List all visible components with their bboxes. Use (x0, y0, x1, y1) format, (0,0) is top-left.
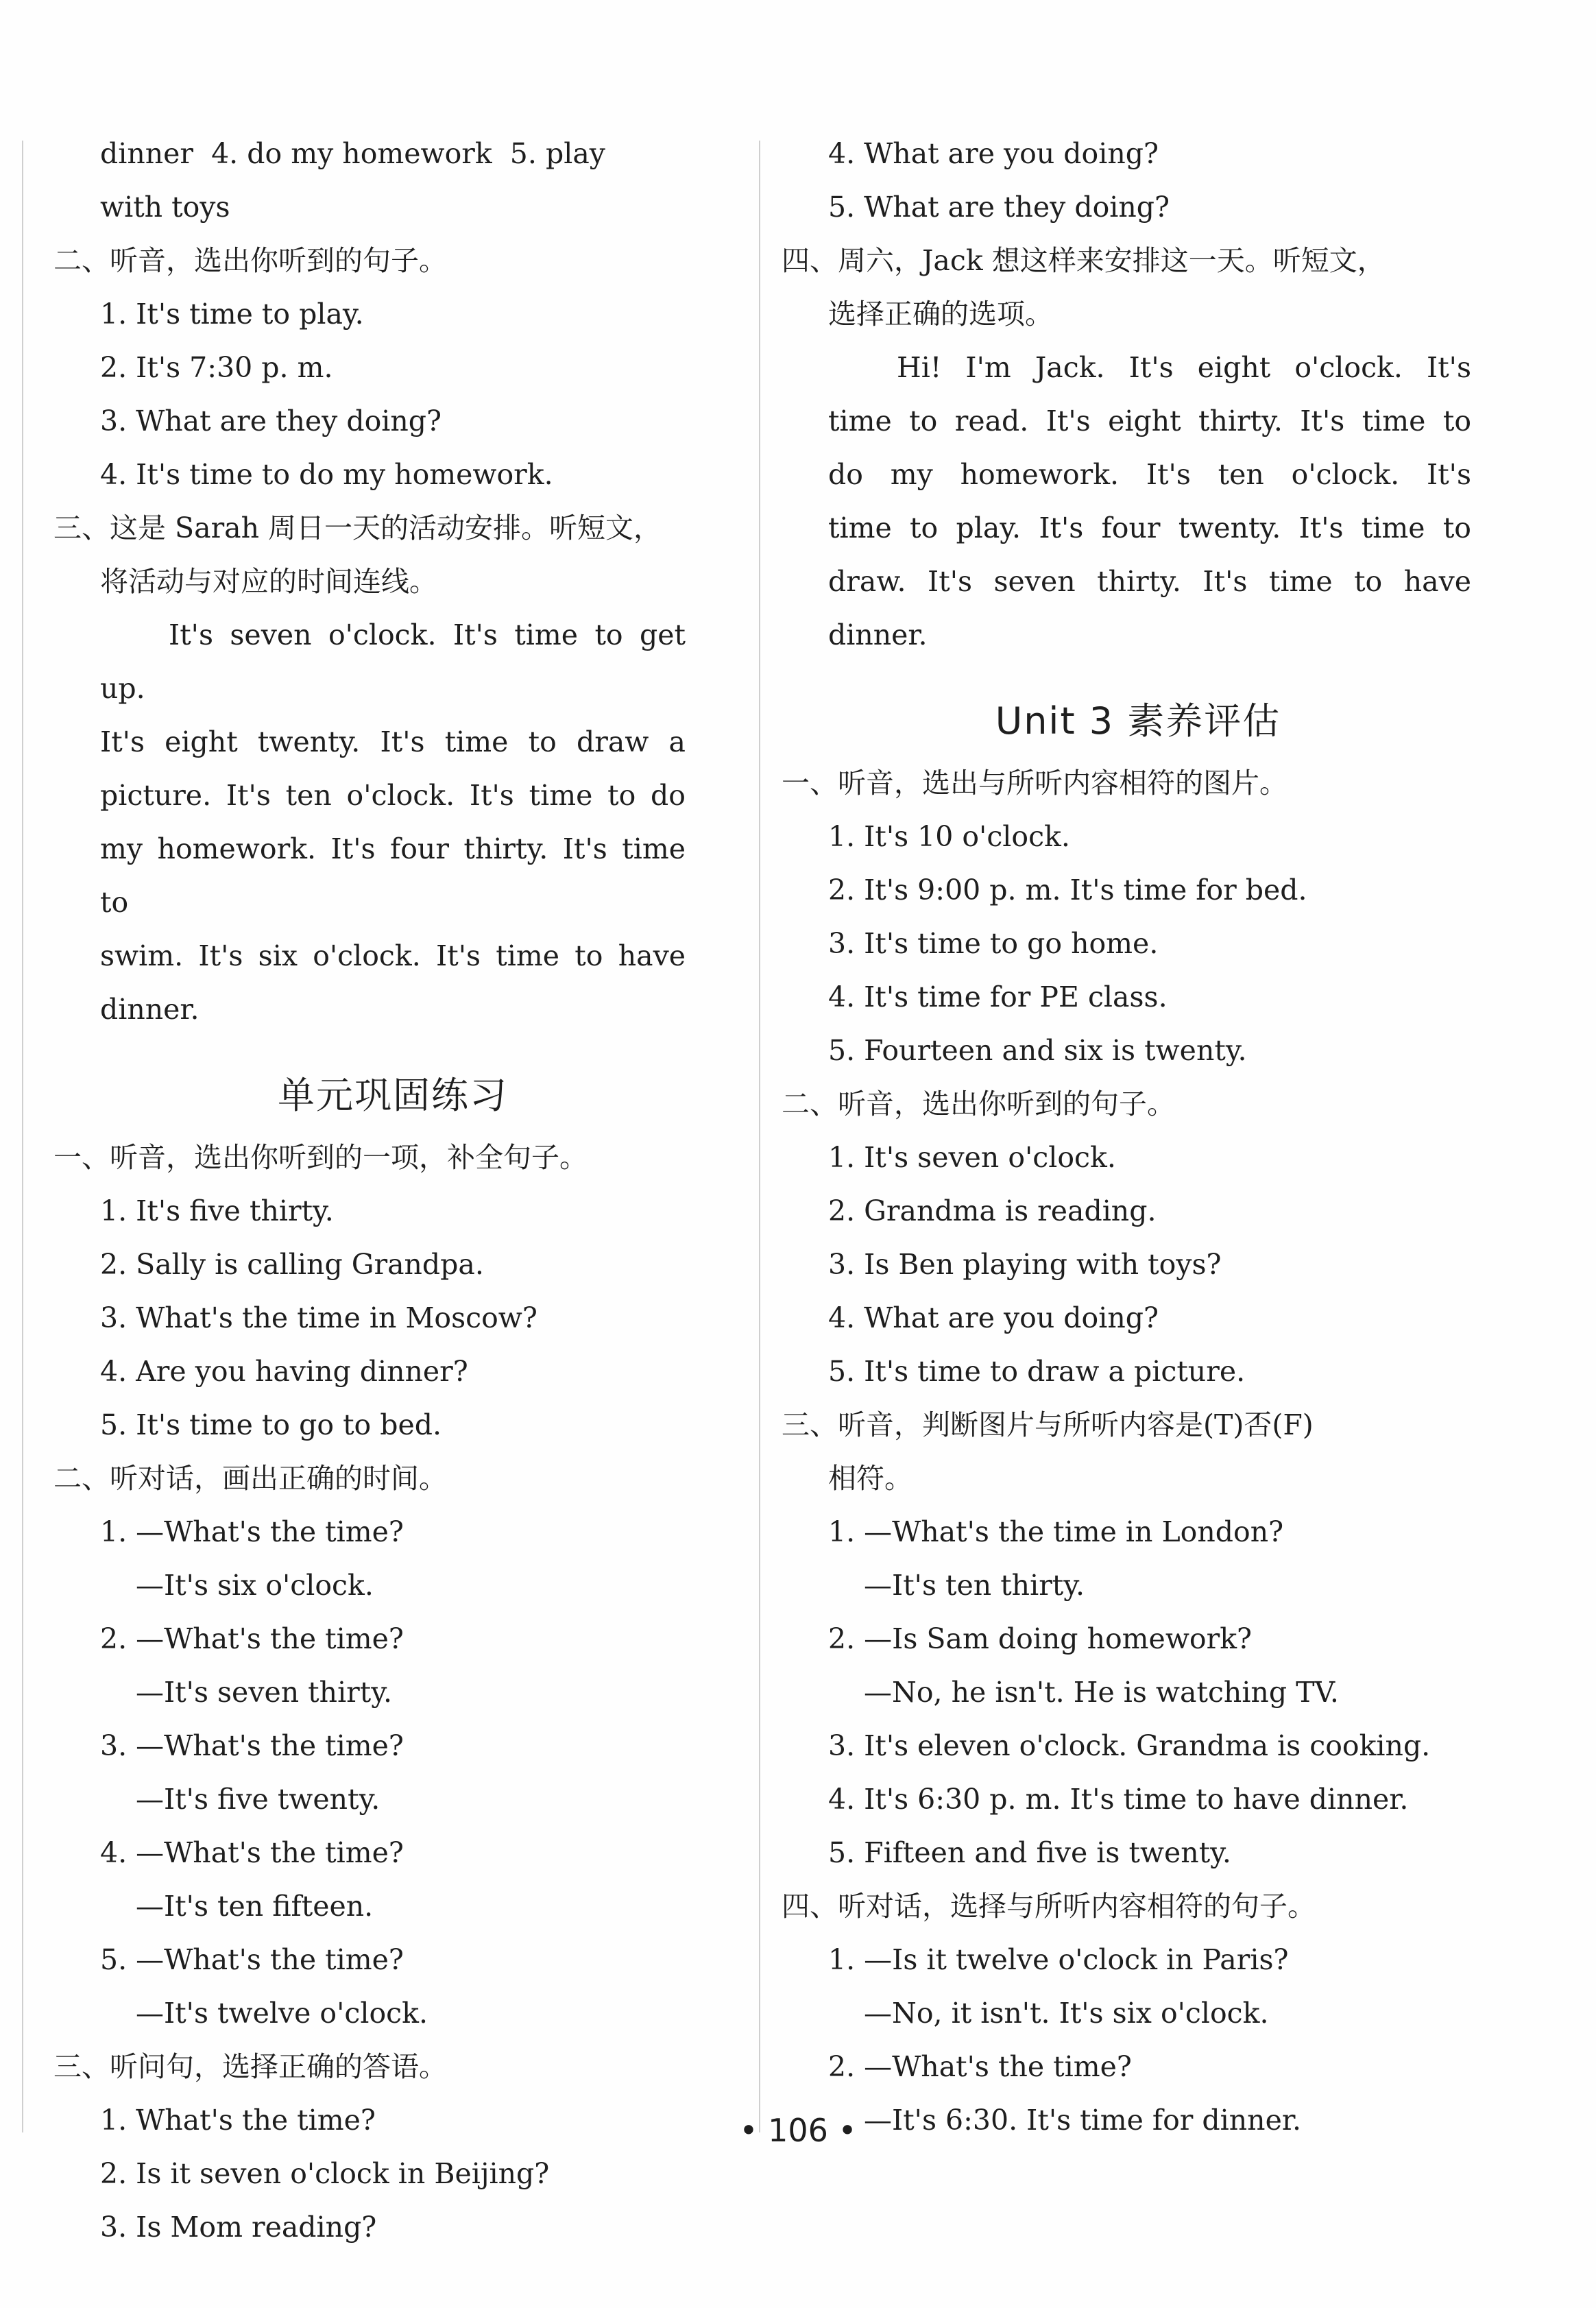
section-heading: Unit 3 素养评估 (995, 699, 1281, 743)
list-item: 4. Are you having dinner? (100, 1355, 468, 1388)
passage-line: swim. It's six o'clock. It's time to have (100, 939, 686, 972)
dialogue-question: 2. —What's the time? (828, 2050, 1132, 2083)
list-item: 4. It's time for PE class. (828, 981, 1168, 1013)
section-title: 三、听问句，选择正确的答语。 (53, 2050, 447, 2083)
section-title: 二、听音，选出你听到的句子。 (782, 1087, 1175, 1120)
passage-line: It's seven o'clock. It's time to get up. (100, 618, 686, 705)
list-item: 1. It's five thirty. (100, 1194, 334, 1227)
left-margin-rule (22, 141, 23, 2132)
dialogue-question: 1. —What's the time? (100, 1515, 404, 1548)
passage-line: time to play. It's four twenty. It's time to (828, 512, 1471, 544)
right-column (782, 127, 1481, 2147)
section-title-cont: 相符。 (828, 1462, 912, 1495)
text-line: with toys (100, 191, 230, 224)
dialogue-answer: —No, it isn't. It's six o'clock. (864, 1997, 1269, 2030)
left-column (53, 127, 732, 2254)
dialogue-question: 1. —What's the time in London? (828, 1515, 1284, 1548)
list-item: 3. Is Ben playing with toys? (828, 1248, 1222, 1281)
list-item: 3. It's time to go home. (828, 927, 1159, 960)
dialogue-answer: —It's ten fifteen. (136, 1890, 374, 1923)
dialogue-answer: —It's five twenty. (136, 1783, 380, 1816)
list-item: 3. What are they doing? (100, 405, 442, 437)
passage-line: draw. It's seven thirty. It's time to have (828, 565, 1471, 598)
list-item: 5. What are they doing? (828, 191, 1170, 224)
list-item: 4. It's 6:30 p. m. It's time to have dinner. (828, 1783, 1409, 1816)
dialogue-question: 3. —What's the time? (100, 1729, 404, 1762)
list-item: 5. Fourteen and six is twenty. (828, 1034, 1247, 1067)
list-item: 2. It's 7:30 p. m. (100, 351, 333, 384)
passage-line: do my homework. It's ten o'clock. It's (828, 458, 1471, 491)
list-item: 5. Fifteen and five is twenty. (828, 1836, 1231, 1869)
text-line: dinner 4. do my homework 5. play (100, 137, 605, 170)
passage-line: dinner. (828, 618, 928, 651)
list-item: 1. What's the time? (100, 2104, 376, 2137)
dialogue-question: 5. —What's the time? (100, 1943, 404, 1976)
list-item: 1. It's seven o'clock. (828, 1141, 1116, 1174)
dialogue-question: 4. —What's the time? (100, 1836, 404, 1869)
dialogue-answer: —It's twelve o'clock. (136, 1997, 428, 2030)
section-title: 二、听对话，画出正确的时间。 (53, 1462, 447, 1495)
list-item: 3. What's the time in Moscow? (100, 1301, 537, 1334)
passage-line: picture. It's ten o'clock. It's time to do (100, 779, 686, 812)
list-item: 2. Grandma is reading. (828, 1194, 1157, 1227)
list-item: 5. It's time to go to bed. (100, 1408, 442, 1441)
list-item: 1. It's 10 o'clock. (828, 820, 1070, 853)
passage-line: It's eight twenty. It's time to draw a (100, 725, 686, 758)
section-title-cont: 将活动与对应的时间连线。 (100, 565, 437, 598)
dialogue-question: 2. —Is Sam doing homework? (828, 1622, 1253, 1655)
dialogue-answer: —It's 6:30. It's time for dinner. (864, 2104, 1301, 2137)
page-number: • 106 • (739, 2112, 857, 2149)
passage-line: dinner. (100, 993, 200, 1026)
list-item: 4. What are you doing? (828, 1301, 1159, 1334)
section-title-cont: 选择正确的选项。 (828, 298, 1053, 330)
passage-line: Hi! I'm Jack. It's eight o'clock. It's (897, 351, 1471, 384)
section-title: 一、听音，选出你听到的一项，补全句子。 (53, 1141, 588, 1174)
section-title: 三、听音，判断图片与所听内容是(T)否(F) (782, 1408, 1314, 1441)
passage-line: time to read. It's eight thirty. It's time to (828, 405, 1471, 437)
list-item: 5. It's time to draw a picture. (828, 1355, 1246, 1388)
section-title: 四、听对话，选择与所听内容相符的句子。 (782, 1890, 1316, 1923)
section-title: 三、这是 Sarah 周日一天的活动安排。听短文， (53, 512, 662, 544)
dialogue-question: 1. —Is it twelve o'clock in Paris? (828, 1943, 1289, 1976)
section-title: 一、听音，选出与所听内容相符的图片。 (782, 767, 1287, 800)
list-item: 2. It's 9:00 p. m. It's time for bed. (828, 874, 1307, 906)
list-item: 4. It's time to do my homework. (100, 458, 553, 491)
section-title: 二、听音，选出你听到的句子。 (53, 244, 447, 277)
column-divider (759, 141, 760, 2132)
list-item: 3. Is Mom reading? (100, 2211, 377, 2244)
list-item: 3. It's eleven o'clock. Grandma is cooking. (828, 1729, 1431, 1762)
dialogue-answer: —It's six o'clock. (136, 1569, 374, 1602)
list-item: 2. Is it seven o'clock in Beijing? (100, 2157, 550, 2190)
dialogue-answer: —It's ten thirty. (864, 1569, 1085, 1602)
passage-line: my homework. It's four thirty. It's time to (100, 832, 686, 919)
list-item: 2. Sally is calling Grandpa. (100, 1248, 484, 1281)
section-heading: 单元巩固练习 (278, 1074, 508, 1117)
section-title: 四、周六，Jack 想这样来安排这一天。听短文， (782, 244, 1386, 277)
dialogue-question: 2. —What's the time? (100, 1622, 404, 1655)
list-item: 1. It's time to play. (100, 298, 364, 330)
list-item: 4. What are you doing? (828, 137, 1159, 170)
dialogue-answer: —No, he isn't. He is watching TV. (864, 1676, 1339, 1709)
dialogue-answer: —It's seven thirty. (136, 1676, 393, 1709)
